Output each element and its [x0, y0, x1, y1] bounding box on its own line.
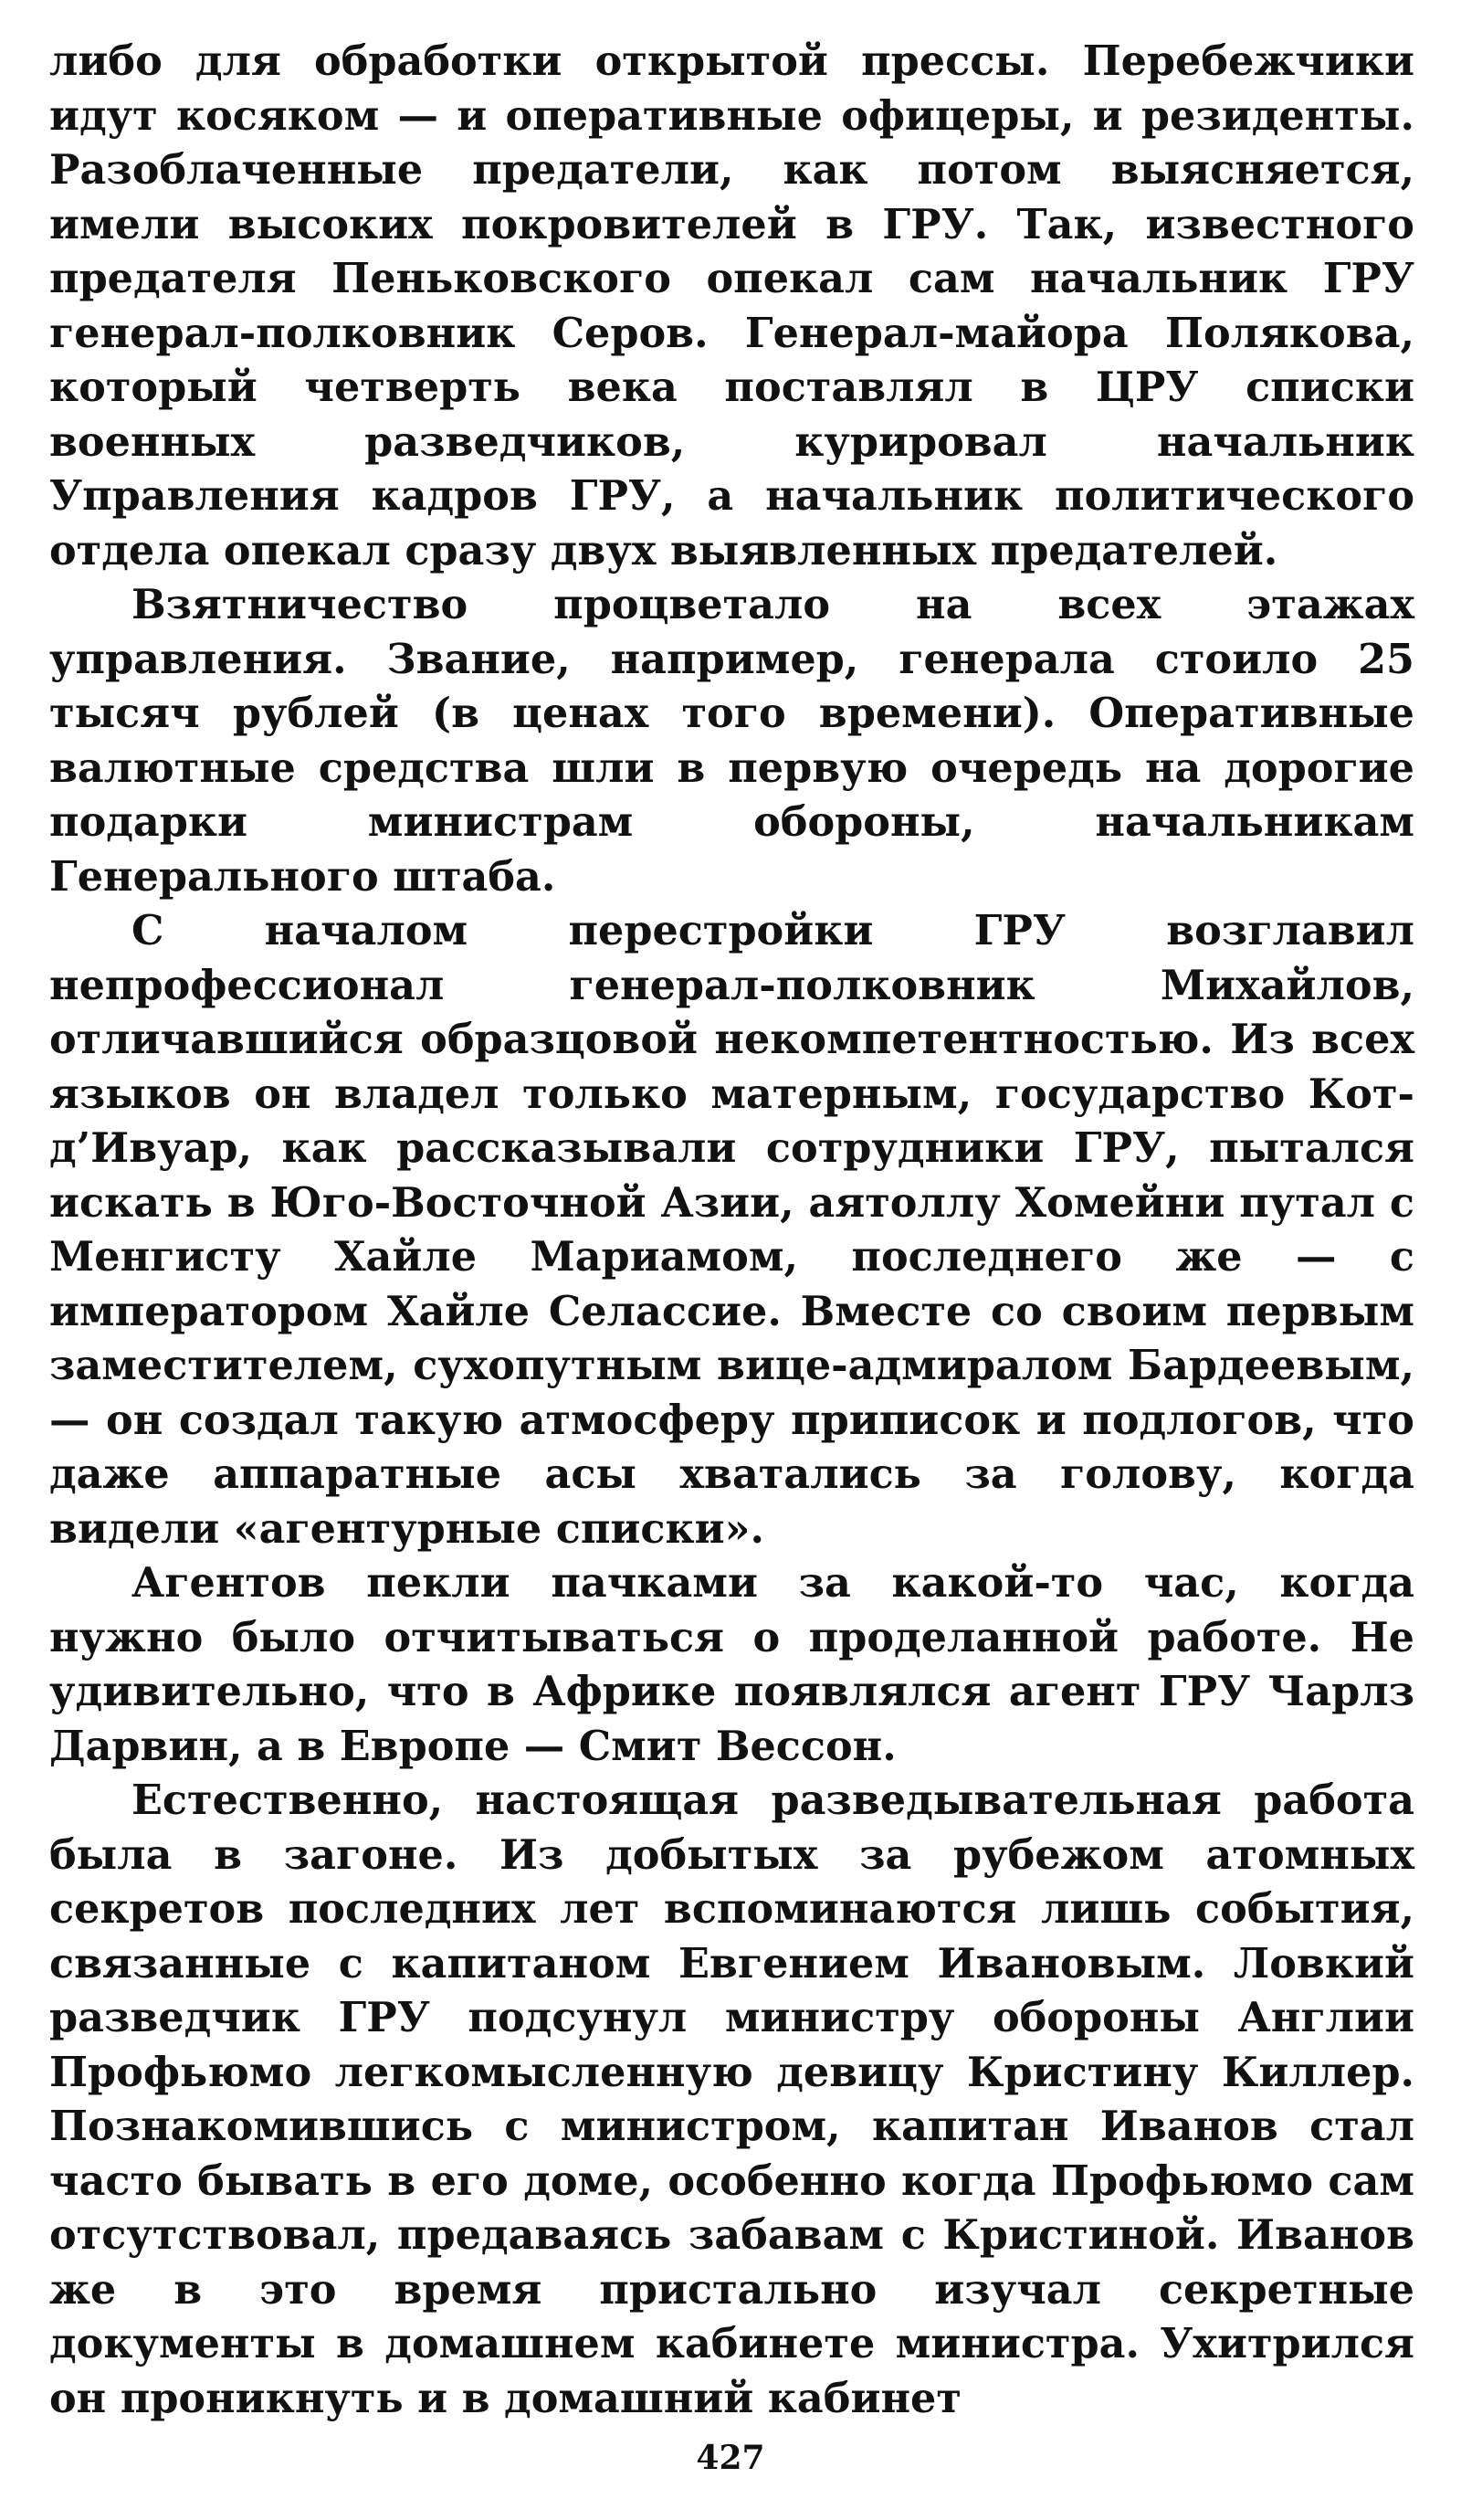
paragraph-1: либо для обработки открытой прессы. Перебежчики идут косяком — и оперативные офицеры, и резиденты. Разоблаченные предатели, как потом выясняется, имели высоких покровителей в ГРУ. Так, известного предателя Пеньковского опекал сам начальник ГРУ генерал-полковник Серов. Генерал-майора Полякова, который четверть века поставлял в ЦРУ списки военных разведчиков, курировал начальник Управления кадров ГРУ, а начальник политического отдела опекал сразу двух выявленных предателей. — [49, 37, 1414, 575]
paragraph-4: Агентов пекли пачками за какой-то час, когда нужно было отчитываться о проделанной работе. Не удивительно, что в Африке появлялся агент ГРУ Чарлз Дарвин, а в Европе — Смит Вессон. — [49, 1559, 1414, 1770]
paragraph-2: Взятничество процветало на всех этажах управления. Звание, например, генерала стоило 25 тысяч рублей (в ценах того времени). Оперативные валютные средства шли в первую очередь на дорогие подарки министрам обороны, начальникам Генерального штаба. — [49, 581, 1414, 901]
body-text — [49, 35, 1414, 2426]
paragraph-5: Естественно, настоящая разведывательная работа была в загоне. Из добытых за рубежом атомных секретов последних лет вспоминаются лишь события, связанные с капитаном Евгением Ивановым. Ловкий разведчик ГРУ подсунул министру обороны Англии Профьюмо легкомысленную девицу Кристину Киллер. Познакомившись с министром, капитан Иванов стал часто бывать в его доме, особенно когда Профьюмо сам отсутствовал, предаваясь забавам с Кристиной. Иванов же в это время пристально изучал секретные документы в домашнем кабинете министра. Ухитрился он проникнуть и в домашний кабинет — [49, 1777, 1414, 2422]
page-number: 427 — [696, 2439, 765, 2477]
paragraph-3: С началом перестройки ГРУ возглавил непрофессионал генерал-полковник Михайлов, отличавшийся образцовой некомпетентностью. Из всех языков он владел только матерным, государство Кот-д’Ивуар, как рассказывали сотрудники ГРУ, пытался искать в Юго-Восточной Азии, аятоллу Хомейни путал с Менгисту Хайле Мариамом, последнего же — с императором Хайле Селассие. Вместе со своим первым заместителем, сухопутным вице-адмиралом Бардеевым,— он создал такую атмосферу приписок и подлогов, что даже аппаратные асы хватались за голову, когда видели «агентурные списки». — [49, 907, 1414, 1553]
